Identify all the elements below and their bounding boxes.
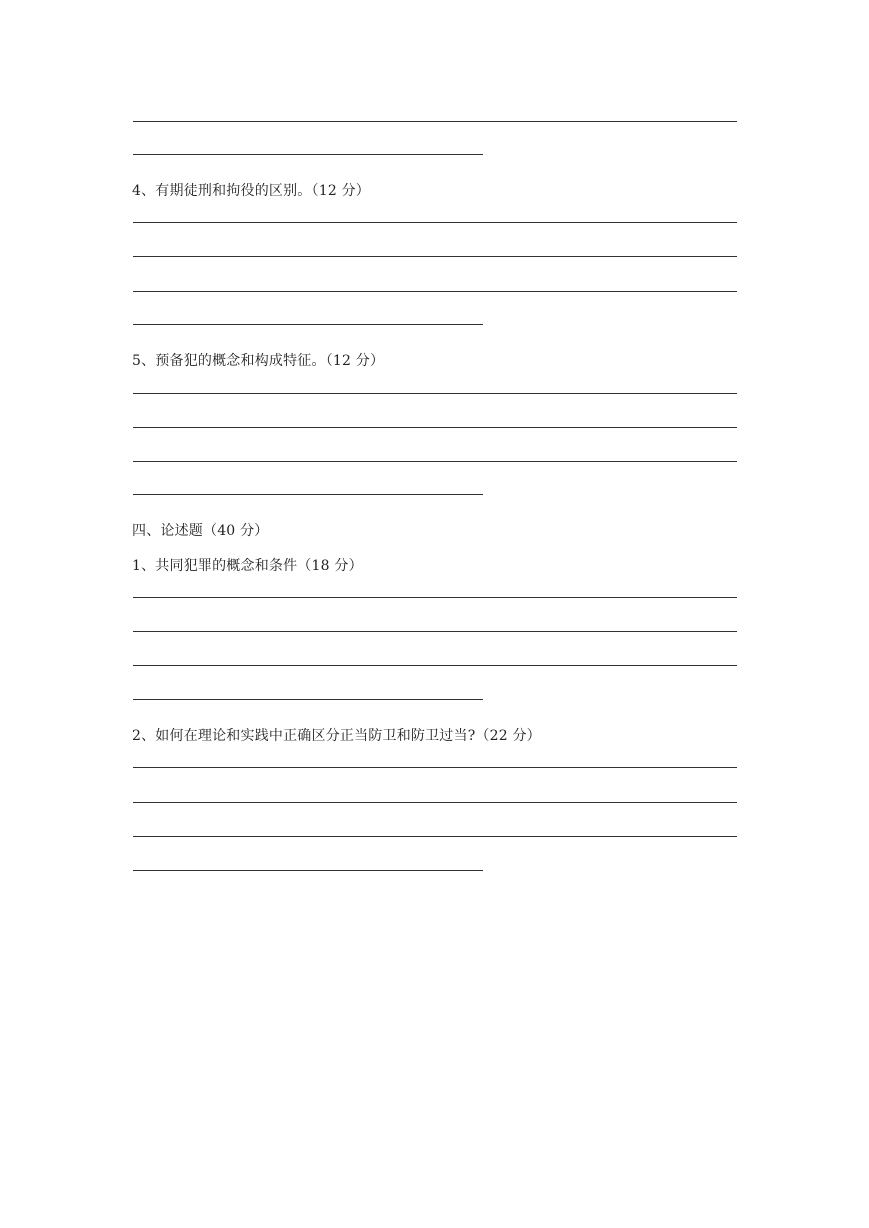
answer-line <box>133 324 483 325</box>
answer-line <box>133 256 737 257</box>
essay-question-1: 1、共同犯罪的概念和条件（18 分） <box>132 558 363 574</box>
answer-line <box>133 699 483 700</box>
answer-line <box>133 767 737 768</box>
answer-line <box>133 665 737 666</box>
answer-line <box>133 631 737 632</box>
answer-line <box>133 291 737 292</box>
answer-line <box>133 870 483 871</box>
answer-line <box>133 222 737 223</box>
answer-line <box>133 393 737 394</box>
answer-line <box>133 427 737 428</box>
answer-line <box>133 461 737 462</box>
essay-question-2: 2、如何在理论和实践中正确区分正当防卫和防卫过当?（22 分） <box>132 728 541 744</box>
answer-line <box>133 121 737 122</box>
answer-line <box>133 802 737 803</box>
question-4: 4、有期徒刑和拘役的区别。（12 分） <box>132 183 370 199</box>
answer-line <box>133 597 737 598</box>
answer-line <box>133 494 483 495</box>
question-5: 5、预备犯的概念和构成特征。（12 分） <box>132 353 385 369</box>
answer-line <box>133 836 737 837</box>
answer-line <box>133 154 483 155</box>
section-heading: 四、论述题（40 分） <box>132 523 269 539</box>
